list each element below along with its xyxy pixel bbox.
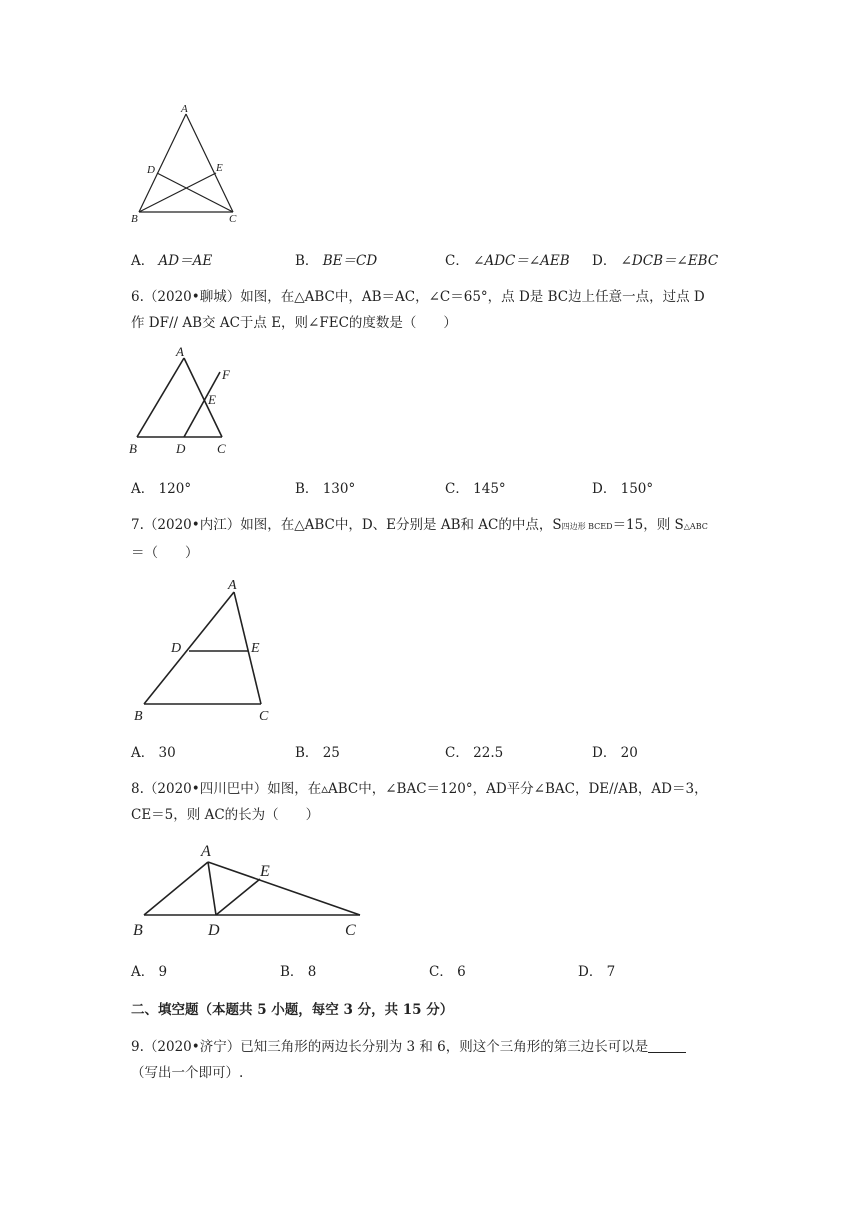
q5-option-d: D． ∠DCB＝∠EBC	[592, 253, 719, 269]
q7-option-a: A． 30	[131, 745, 176, 761]
label-e: E	[260, 863, 270, 880]
q6-option-a: A． 120°	[131, 481, 192, 497]
label-a: A	[201, 843, 211, 860]
question-8: 8.（2020•四川巴中）如图，在▵ABC中，∠BAC＝120°，AD平分∠BAC，DE//AB，AD＝3， CE＝5，则 AC的长为（ ）	[131, 781, 708, 823]
q7-options	[131, 741, 831, 761]
q6-option-b: B． 130°	[295, 481, 356, 497]
label-b: B	[131, 213, 138, 225]
answer-blank[interactable]	[648, 1038, 686, 1053]
label-b: B	[133, 922, 143, 939]
question-7: 7.（2020•内江）如图，在△ABC中，D、E分别是 AB和 AC的中点，S四边形 BCED＝15，则 S△ABC ＝（ ）	[131, 517, 708, 561]
q6-option-c: C． 145°	[445, 481, 506, 497]
label-d: D	[147, 164, 155, 176]
label-f: F	[222, 367, 230, 382]
q5-option-a: A． AD＝AE	[131, 253, 213, 269]
figure-q8	[128, 836, 368, 942]
label-e: E	[216, 162, 223, 174]
q6-option-d: D． 150°	[592, 481, 654, 497]
section-title-fill-in: 二、填空题（本题共 5 小题，每空 3 分，共 15 分）	[131, 1002, 454, 1018]
q8-option-c: C． 6	[429, 964, 466, 980]
label-c: C	[345, 922, 356, 939]
question-9: 9.（2020•济宁）已知三角形的两边长分别为 3 和 6，则这个三角形的第三边长可以是 （写出一个即可）.	[131, 1034, 731, 1086]
q8-options	[131, 960, 831, 980]
q5-options	[131, 249, 831, 269]
q5-option-b: B． BE＝CD	[295, 253, 378, 269]
q8-option-b: B． 8	[280, 964, 317, 980]
label-e: E	[251, 641, 260, 656]
q7-option-c: C． 22.5	[445, 745, 504, 761]
figure-q7	[128, 572, 288, 730]
label-c: C	[217, 441, 226, 456]
q7-option-d: D． 20	[592, 745, 638, 761]
label-d: D	[171, 641, 182, 656]
label-b: B	[134, 709, 143, 724]
label-d: D	[176, 441, 186, 456]
q7-option-b: B． 25	[295, 745, 340, 761]
label-e: E	[208, 392, 216, 407]
figure-q5	[130, 100, 250, 228]
q8-option-d: D． 7	[578, 964, 616, 980]
q6-options	[131, 477, 831, 497]
q8-option-a: A． 9	[131, 964, 168, 980]
label-a: A	[176, 344, 184, 359]
figure-q6	[128, 342, 248, 460]
label-a: A	[181, 103, 188, 115]
label-d: D	[208, 922, 220, 939]
label-c: C	[229, 213, 237, 225]
question-6: 6.（2020•聊城）如图，在△ABC中，AB＝AC，∠C＝65°，点 D是 BC边上任意一点，过点 D 作 DF// AB交 AC于点 E，则∠FEC的度数是（ ）	[131, 289, 705, 331]
label-a: A	[228, 578, 237, 593]
q5-option-c: C． ∠ADC＝∠AEB	[445, 253, 570, 269]
label-b: B	[129, 441, 137, 456]
label-c: C	[259, 709, 269, 724]
